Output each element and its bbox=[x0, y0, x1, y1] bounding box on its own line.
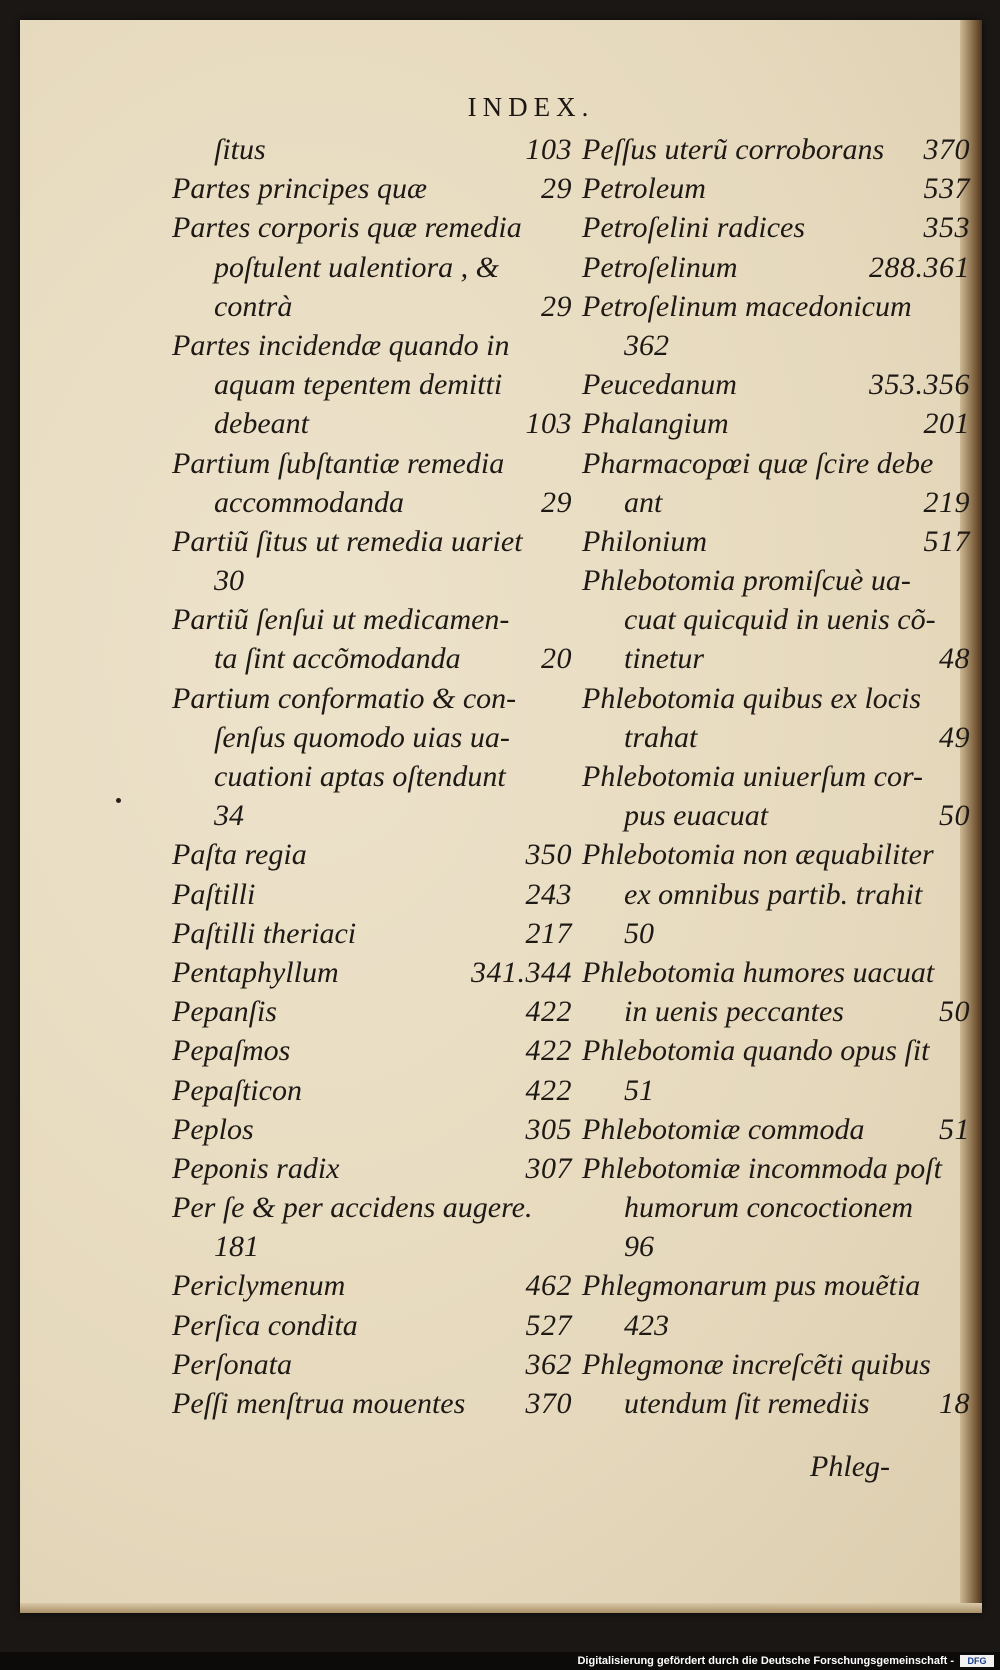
index-entry-text: ſitus bbox=[214, 133, 266, 166]
page-number: 50 bbox=[939, 995, 970, 1029]
index-entry-text: Partium conformatio & con- bbox=[172, 681, 517, 715]
index-entry-text: Pharmacopœi quæ ſcire debe bbox=[582, 446, 934, 480]
index-entry bbox=[582, 287, 970, 365]
index-entry-text: Phlebotomia humores uacuat bbox=[582, 955, 935, 989]
index-entry-text: Philonium bbox=[582, 524, 707, 558]
page-number: 217 bbox=[525, 916, 572, 950]
page-number: 422 bbox=[525, 1034, 572, 1068]
index-entry-text: Phlebotomia promiſcuè ua- bbox=[582, 564, 911, 598]
page-number: 362 bbox=[525, 1347, 572, 1381]
index-entry-line bbox=[172, 522, 572, 561]
index-entry-text: accommodanda bbox=[214, 485, 404, 519]
index-entry-text: Paſtilli theriaci bbox=[172, 916, 357, 950]
index-entry-text: Partes principes quæ bbox=[172, 172, 427, 206]
index-entry bbox=[172, 835, 572, 874]
index-entry-text: Peſſus uterũ corroborans bbox=[582, 133, 885, 166]
index-entry-text: Phalangium bbox=[582, 407, 729, 441]
index-entry-line bbox=[172, 835, 572, 874]
index-entry bbox=[582, 130, 970, 169]
page-number: 103 bbox=[525, 133, 572, 166]
index-entry-text: 423 bbox=[624, 1308, 669, 1342]
index-entry-line bbox=[582, 1031, 970, 1070]
page-number: 49 bbox=[939, 720, 970, 754]
index-entry-line bbox=[172, 444, 572, 483]
page-number: 462 bbox=[525, 1269, 572, 1303]
index-entry-text: tinetur bbox=[624, 642, 704, 676]
index-entry-line bbox=[172, 1149, 572, 1188]
page-header: INDEX. bbox=[467, 92, 595, 122]
index-entry-line bbox=[582, 130, 970, 169]
index-entry-text: Per ſe & per accidens augere. bbox=[172, 1191, 533, 1225]
index-entry bbox=[172, 875, 572, 914]
index-entry-text: 362 bbox=[624, 328, 669, 362]
index-entry bbox=[582, 757, 970, 835]
page-number: 422 bbox=[525, 995, 572, 1029]
index-entry-line bbox=[172, 600, 572, 639]
index-entry bbox=[172, 444, 572, 522]
index-entry bbox=[582, 169, 970, 208]
page-number: 370 bbox=[923, 133, 970, 166]
index-entry-text: trahat bbox=[624, 720, 698, 754]
index-entry-line bbox=[582, 875, 970, 914]
index-entry bbox=[172, 992, 572, 1031]
index-entry-line bbox=[172, 1188, 572, 1227]
index-entry-line bbox=[582, 365, 970, 404]
page-number: 350 bbox=[525, 838, 572, 872]
index-entry-line bbox=[582, 1188, 970, 1227]
page-number: 422 bbox=[525, 1073, 572, 1107]
index-entry-line bbox=[172, 914, 572, 953]
index-entry-line bbox=[172, 875, 572, 914]
footer-bar bbox=[0, 1652, 1000, 1670]
index-entry-text: 34 bbox=[214, 799, 244, 833]
index-entry-text: Paſtilli bbox=[172, 877, 256, 911]
index-column-right bbox=[582, 130, 970, 1423]
page-number: 201 bbox=[923, 407, 970, 441]
index-entry bbox=[582, 365, 970, 404]
index-entry-line bbox=[172, 757, 572, 796]
index-entry-line bbox=[172, 130, 572, 169]
index-entry-text: Paſta regia bbox=[172, 838, 307, 872]
index-entry-text: Perſica condita bbox=[172, 1308, 358, 1342]
ink-speck bbox=[116, 798, 121, 803]
index-entry-text: poſtulent ualentiora , & bbox=[214, 250, 499, 284]
page-number: 103 bbox=[525, 407, 572, 441]
page-number: 48 bbox=[939, 642, 970, 676]
index-entry-text: 96 bbox=[624, 1230, 654, 1264]
index-entry-text: Phlegmonarum pus mouẽtia bbox=[582, 1269, 921, 1303]
index-entry-line bbox=[172, 1306, 572, 1345]
index-entry-line bbox=[582, 796, 970, 835]
dfg-logo: DFG bbox=[960, 1655, 994, 1667]
index-entry-text: debeant bbox=[214, 407, 309, 441]
index-entry-line bbox=[582, 1071, 970, 1110]
index-entry-text: Petroſelini radices bbox=[582, 211, 806, 245]
index-entry bbox=[172, 326, 572, 444]
index-entry bbox=[582, 953, 970, 1031]
index-entry-line bbox=[582, 718, 970, 757]
index-entry-text: in uenis peccantes bbox=[624, 995, 844, 1029]
index-entry-text: Peponis radix bbox=[172, 1151, 340, 1185]
index-entry-line bbox=[172, 1345, 572, 1384]
page-number: 537 bbox=[923, 172, 970, 206]
index-entry-text: Peplos bbox=[172, 1112, 254, 1146]
index-column-left bbox=[172, 130, 572, 1423]
index-entry bbox=[582, 444, 970, 522]
index-entry-line bbox=[582, 639, 970, 678]
index-entry-text: Perſonata bbox=[172, 1347, 292, 1381]
index-entry-line bbox=[172, 796, 572, 835]
index-entry-line bbox=[582, 483, 970, 522]
index-entry-text: 51 bbox=[624, 1073, 654, 1107]
page-number: 305 bbox=[525, 1112, 572, 1146]
index-entry-line bbox=[582, 914, 970, 953]
index-entry-text: Phlebotomia uniuerſum cor- bbox=[582, 760, 924, 793]
index-entry bbox=[172, 1345, 572, 1384]
index-entry-text: Phlebotomia quando opus ſit bbox=[582, 1034, 930, 1068]
index-entry-text: 30 bbox=[214, 564, 244, 598]
index-entry-text: 181 bbox=[214, 1230, 259, 1264]
index-entry-text: Phlebotomiæ incommoda poſt bbox=[582, 1151, 942, 1185]
book-page bbox=[20, 20, 982, 1613]
index-entry-line bbox=[172, 953, 572, 992]
index-entry-line bbox=[582, 1345, 970, 1384]
page-number: 50 bbox=[939, 799, 970, 833]
index-entry-line bbox=[582, 444, 970, 483]
index-entry-text: cuationi aptas oſtendunt bbox=[214, 760, 506, 793]
page-number: 20 bbox=[541, 642, 572, 676]
index-entry-line bbox=[172, 169, 572, 208]
index-entry bbox=[172, 1384, 572, 1423]
footer-funding-text: Digitalisierung gefördert durch die Deutsche Forschungsgemeinschaft - bbox=[577, 1655, 954, 1667]
index-entry-text: Partiũ ſenſui ut medicamen- bbox=[172, 603, 510, 637]
index-entry bbox=[582, 1345, 970, 1423]
page-number: 219 bbox=[923, 485, 970, 519]
index-entry-text: Petroleum bbox=[582, 172, 706, 206]
index-entry bbox=[172, 1306, 572, 1345]
index-entry-text: Partiũ ſitus ut remedia uariet bbox=[172, 524, 523, 558]
index-entry bbox=[582, 835, 970, 953]
index-entry-text: ex omnibus partib. trahit bbox=[624, 877, 923, 911]
catchword: Phleg- bbox=[810, 1450, 890, 1483]
index-entry-line bbox=[172, 326, 572, 365]
index-entry-line bbox=[172, 287, 572, 326]
index-entry bbox=[172, 169, 572, 208]
index-entry-text: Phlegmonæ increſcẽti quibus bbox=[582, 1347, 931, 1381]
page-number: 527 bbox=[525, 1308, 572, 1342]
index-entry-text: Petroſelinum bbox=[582, 250, 738, 284]
index-entry-line bbox=[582, 1110, 970, 1149]
index-entry-line bbox=[582, 1306, 970, 1345]
index-entry-text: aquam tepentem demitti bbox=[214, 368, 503, 402]
page-number: 353.356 bbox=[869, 368, 970, 402]
index-entry-text: contrà bbox=[214, 289, 293, 323]
index-entry-text: Pepaſmos bbox=[172, 1034, 291, 1068]
index-entry-text: humorum concoctionem bbox=[624, 1191, 914, 1225]
index-entry-line bbox=[582, 208, 970, 247]
page-number: 51 bbox=[939, 1112, 970, 1146]
index-entry-text: Pentaphyllum bbox=[172, 955, 339, 989]
index-entry-line bbox=[582, 248, 970, 287]
index-entry bbox=[582, 1110, 970, 1149]
index-entry-text: Pepanſis bbox=[172, 995, 277, 1029]
index-entry-line bbox=[172, 679, 572, 718]
index-entry-line bbox=[172, 1110, 572, 1149]
index-entry-line bbox=[582, 992, 970, 1031]
index-entry-line bbox=[172, 718, 572, 757]
index-entry bbox=[172, 1266, 572, 1305]
index-entry-text: Partes corporis quæ remedia bbox=[172, 211, 522, 245]
page-bottom-edge bbox=[20, 1603, 982, 1613]
page-number: 370 bbox=[525, 1387, 572, 1420]
index-entry bbox=[582, 679, 970, 757]
index-entry-line bbox=[172, 483, 572, 522]
index-entry-line bbox=[172, 639, 572, 678]
index-entry bbox=[172, 1071, 572, 1110]
index-entry bbox=[172, 1031, 572, 1070]
index-entry-text: Phlebotomia non æquabiliter bbox=[582, 838, 934, 872]
index-entry bbox=[582, 404, 970, 443]
index-entry-line bbox=[582, 1266, 970, 1305]
index-entry-line bbox=[172, 1384, 572, 1423]
page-number: 18 bbox=[939, 1387, 970, 1420]
index-entry bbox=[582, 1031, 970, 1109]
index-entry-line bbox=[172, 1227, 572, 1266]
index-entry-line bbox=[582, 600, 970, 639]
index-entry bbox=[172, 1188, 572, 1266]
index-entry bbox=[582, 561, 970, 679]
index-entry-text: Phlebotomiæ commoda bbox=[582, 1112, 865, 1146]
index-entry-text: Partes incidendæ quando in bbox=[172, 328, 510, 362]
index-entry-line bbox=[172, 992, 572, 1031]
index-entry bbox=[582, 208, 970, 247]
index-entry-line bbox=[172, 1266, 572, 1305]
index-entry-text: Peucedanum bbox=[582, 368, 737, 402]
page-number: 353 bbox=[923, 211, 970, 245]
index-entry bbox=[172, 914, 572, 953]
page-number: 288.361 bbox=[869, 250, 970, 284]
index-entry-text: 50 bbox=[624, 916, 654, 950]
index-entry bbox=[172, 130, 572, 169]
index-entry-line bbox=[582, 953, 970, 992]
index-entry-text: ta ſint accõmodanda bbox=[214, 642, 461, 676]
index-entry-text: Phlebotomia quibus ex locis bbox=[582, 681, 922, 715]
index-entry-line bbox=[582, 287, 970, 326]
index-entry-line bbox=[582, 1227, 970, 1266]
page-number: 243 bbox=[525, 877, 572, 911]
index-entry-text: Periclymenum bbox=[172, 1269, 346, 1303]
index-entry-text: Petroſelinum macedonicum bbox=[582, 289, 912, 323]
index-entry-line bbox=[582, 169, 970, 208]
page-number: 341.344 bbox=[471, 955, 572, 989]
index-entry-line bbox=[172, 1071, 572, 1110]
index-entry-line bbox=[172, 404, 572, 443]
index-entry-line bbox=[582, 1149, 970, 1188]
index-entry-line bbox=[172, 365, 572, 404]
index-entry-text: cuat quicquid in uenis cõ- bbox=[624, 603, 936, 637]
page-number: 29 bbox=[541, 485, 572, 519]
page-number: 517 bbox=[923, 524, 970, 558]
index-entry bbox=[172, 600, 572, 678]
index-entry-text: utendum ſit remediis bbox=[624, 1387, 870, 1420]
index-entry bbox=[582, 1149, 970, 1267]
index-entry bbox=[172, 1110, 572, 1149]
index-entry-line bbox=[582, 835, 970, 874]
index-entry bbox=[172, 1149, 572, 1188]
index-entry-line bbox=[582, 404, 970, 443]
index-entry bbox=[172, 522, 572, 600]
index-entry-line bbox=[172, 248, 572, 287]
index-entry-line bbox=[582, 1384, 970, 1423]
page-number: 307 bbox=[525, 1151, 572, 1185]
index-entry bbox=[582, 1266, 970, 1344]
index-entry-line bbox=[172, 561, 572, 600]
index-entry-text: Partium ſubſtantiæ remedia bbox=[172, 446, 505, 480]
index-entry bbox=[582, 522, 970, 561]
index-entry-line bbox=[582, 326, 970, 365]
index-entry-line bbox=[582, 757, 970, 796]
index-entry-line bbox=[172, 1031, 572, 1070]
index-entry-line bbox=[582, 679, 970, 718]
index-entry-line bbox=[582, 561, 970, 600]
index-entry-text: ant bbox=[624, 485, 663, 519]
index-entry bbox=[172, 953, 572, 992]
index-entry bbox=[172, 679, 572, 836]
index-entry-text: ſenſus quomodo uias ua- bbox=[214, 720, 510, 754]
index-entry-text: pus euacuat bbox=[624, 799, 769, 833]
index-entry-text: Pepaſticon bbox=[172, 1073, 302, 1107]
page-number: 29 bbox=[541, 172, 572, 206]
index-entry-line bbox=[172, 208, 572, 247]
index-entry bbox=[172, 208, 572, 326]
index-entry-line bbox=[582, 522, 970, 561]
index-entry-text: Peſſi menſtrua mouentes bbox=[172, 1387, 466, 1420]
index-entry bbox=[582, 248, 970, 287]
page-number: 29 bbox=[541, 289, 572, 323]
